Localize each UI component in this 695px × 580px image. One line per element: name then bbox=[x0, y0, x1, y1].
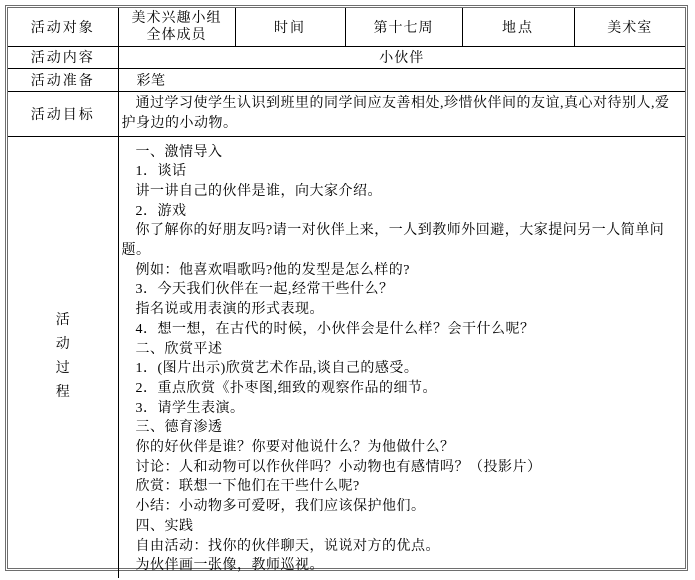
process-step: 2．重点欣赏《扑枣图,细致的观察作品的细节。 bbox=[135, 380, 437, 396]
process-step: 你了解你的好朋友吗?请一对伙伴上来，一人到教师外回避，大家提问另一人简单问 bbox=[135, 223, 665, 239]
process-step: 3．请学生表演。 bbox=[135, 400, 245, 416]
activity-process-value-cell bbox=[118, 136, 685, 578]
process-label-char: 活 bbox=[55, 313, 70, 329]
activity-object-label-cell bbox=[8, 8, 118, 46]
lesson-plan-table bbox=[5, 5, 688, 574]
process-step: 2．游戏 bbox=[135, 203, 187, 219]
time-label-cell bbox=[235, 8, 345, 46]
process-step-continuation: 题。 bbox=[121, 243, 151, 259]
activity-process-label-cell bbox=[8, 136, 118, 578]
activity-preparation-label: 活动准备 bbox=[30, 73, 95, 89]
process-step: 3．今天我们伙伴在一起,经常干些什么？ bbox=[135, 282, 394, 298]
process-step: 讨论：人和动物可以作伙伴吗？小动物也有感情吗？（投影片） bbox=[135, 459, 542, 475]
place-label-cell bbox=[462, 8, 574, 46]
activity-object-value-line2: 全体成员 bbox=[146, 27, 207, 43]
place-value-cell bbox=[574, 8, 685, 46]
activity-content-label-cell bbox=[8, 46, 118, 68]
activity-content-value-cell bbox=[118, 46, 685, 68]
activity-process-label bbox=[8, 309, 118, 405]
activity-goal-value-cell bbox=[118, 91, 685, 136]
header-row bbox=[8, 8, 685, 46]
process-label-char: 过 bbox=[55, 361, 70, 377]
activity-preparation-value-cell bbox=[118, 68, 685, 91]
place-label: 地点 bbox=[502, 20, 534, 36]
process-step: 1．(图片出示)欣赏艺术作品,谈自己的感受。 bbox=[135, 361, 419, 377]
process-step: 讲一讲自己的伙伴是谁，向大家介绍。 bbox=[135, 183, 382, 199]
process-step: 一、激情导入 bbox=[135, 144, 223, 160]
activity-object-value-cell bbox=[118, 8, 235, 46]
place-value: 美术室 bbox=[607, 20, 653, 36]
time-value: 第十七周 bbox=[373, 20, 434, 36]
process-step: 自由活动：找你的伙伴聊天，说说对方的优点。 bbox=[135, 538, 440, 554]
activity-preparation-value: 彩笔 bbox=[136, 73, 166, 89]
process-row bbox=[8, 136, 685, 578]
process-label-char: 动 bbox=[55, 337, 70, 353]
goal-text-line: 护身边的小动物。 bbox=[121, 115, 238, 131]
process-step: 三、德育渗透 bbox=[135, 420, 223, 436]
goal-row bbox=[8, 91, 685, 136]
process-step: 四、实践 bbox=[135, 518, 194, 534]
process-step: 小结：小动物多可爱呀，我们应该保护他们。 bbox=[135, 499, 426, 515]
activity-preparation-label-cell bbox=[8, 68, 118, 91]
content-row bbox=[8, 46, 685, 68]
process-step: 欣赏：联想一下他们在干些什么呢? bbox=[135, 479, 360, 495]
process-step: 4．想一想，在古代的时候，小伙伴会是什么样？会干什么呢？ bbox=[135, 321, 535, 337]
activity-content-label: 活动内容 bbox=[30, 51, 95, 66]
process-step: 为伙伴画一张像，教师巡视。 bbox=[135, 558, 324, 574]
time-value-cell bbox=[345, 8, 462, 46]
process-step: 二、欣赏平述 bbox=[135, 341, 223, 357]
process-label-char: 程 bbox=[55, 385, 70, 401]
activity-content-value: 小伙伴 bbox=[379, 51, 425, 66]
preparation-row bbox=[8, 68, 685, 91]
process-step: 你的好伙伴是谁？你要对他说什么？为他做什么？ bbox=[135, 440, 455, 456]
process-step: 例如：他喜欢唱歌吗?他的发型是怎么样的? bbox=[135, 262, 410, 278]
activity-goal-label-cell bbox=[8, 91, 118, 136]
activity-plan-grid bbox=[8, 8, 685, 578]
time-label: 时间 bbox=[274, 20, 306, 36]
activity-object-value-line1: 美术兴趣小组 bbox=[131, 10, 222, 26]
goal-text-line: 通过学习使学生认识到班里的同学间应友善相处,珍惜伙伴间的友谊,真心对待别人,爱 bbox=[135, 95, 670, 111]
process-step: 指名说或用表演的形式表现。 bbox=[135, 302, 324, 318]
process-step: 1．谈话 bbox=[135, 164, 187, 180]
activity-goal-label: 活动目标 bbox=[30, 107, 95, 123]
activity-object-label: 活动对象 bbox=[30, 20, 95, 36]
